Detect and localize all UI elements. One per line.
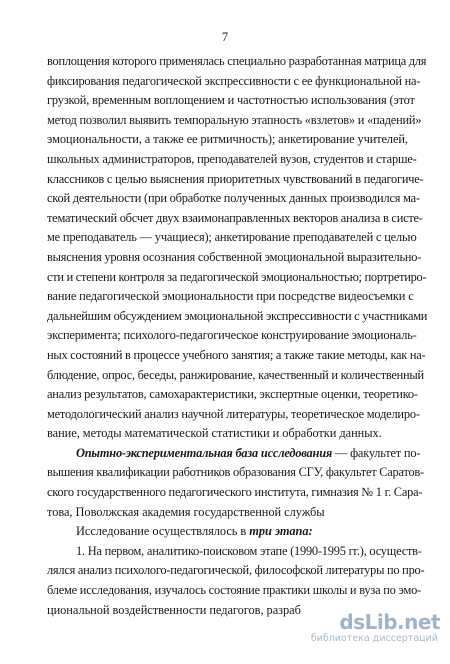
paragraph-methods bbox=[47, 52, 428, 444]
page-number: 7 bbox=[221, 30, 229, 44]
text-line: блюдение, опрос, беседы, ранжирование, качественный и количественный bbox=[47, 367, 424, 382]
text-line: дальнейшим обсуждением эмоциональной экспрессивности с участниками bbox=[47, 308, 428, 323]
text-line: эксперимента; психолого-педагогическое конструирование эмоциональ- bbox=[47, 328, 417, 343]
watermark-tagline: библиотека диссертаций bbox=[310, 633, 438, 644]
text-line: ных состояний в процессе учебного занятия; а также такие методы, как на- bbox=[47, 347, 426, 362]
text-line: школьных администраторов, преподавателей вузов, студентов и старше- bbox=[47, 151, 417, 166]
watermark-logo-main: dsLib bbox=[339, 610, 398, 634]
text-line: блеме исследования, изучалось состояние практики школы и вуза по эмо- bbox=[47, 583, 421, 598]
text-line: классников с целью выяснения приоритетных чувствований в педагогиче- bbox=[47, 171, 424, 186]
text-line: фиксирования педагогической экспрессивности с ее функциональной на- bbox=[47, 73, 421, 88]
text-line: эмоциональности, а также ее ритмичность); анкетирование учителей, bbox=[47, 132, 408, 147]
watermark-logo bbox=[339, 612, 440, 634]
text-line: циональной воздейственности педагогов, разраб bbox=[47, 602, 301, 617]
text-line: грузкой, временным воплощением и частотностью использования (этот bbox=[47, 93, 415, 108]
text-fragment: Исследование осуществлялось в bbox=[76, 524, 250, 539]
paragraph-experimental-base bbox=[47, 444, 424, 522]
body-text bbox=[47, 52, 428, 620]
emphasis-three-stages: три этапа: bbox=[249, 524, 313, 539]
paragraph-stages-intro bbox=[47, 522, 394, 542]
watermark-logo-suffix: .net bbox=[397, 610, 440, 634]
emphasis-experimental-base: Опытно-экспериментальная база исследования bbox=[76, 445, 333, 460]
text-line: това, Поволжская академия государственной службы bbox=[47, 504, 325, 519]
watermark-block bbox=[290, 612, 440, 646]
text-line: анализ результатов, самохарактеристики, экспертные оценки, теоретико- bbox=[47, 387, 418, 402]
watermark bbox=[290, 612, 440, 646]
text-line: ской деятельности (при обработке полученных данных производился ма- bbox=[47, 191, 420, 206]
paragraph-stage-one bbox=[47, 542, 425, 620]
text-line bbox=[47, 444, 421, 464]
text-line: воплощения которого применялась специально разработанная матрица для bbox=[47, 54, 427, 68]
text-fragment: — факультет по- bbox=[332, 445, 421, 460]
text-line: ме преподаватель — учащиеся); анкетирование преподавателей с целью bbox=[47, 230, 417, 245]
text-line: 1. На первом, аналитико-поисковом этапе (1990-1995 гг.), осуществ- bbox=[76, 543, 422, 558]
text-line: вание педагогической эмоциональности при посредстве видеосъемки с bbox=[47, 289, 414, 304]
text-line bbox=[47, 522, 394, 542]
text-line: методологический анализ научной литературы, теоретическое моделиро- bbox=[47, 406, 420, 421]
text-line: метод позволил выявить темпоральную этапность «взлетов» и «падений» bbox=[47, 112, 422, 127]
text-line: выяснения уровня осознания собственной эмоциональной выразительно- bbox=[47, 249, 422, 264]
text-line: вышения квалификации работников образования СГУ, факультет Саратов- bbox=[47, 465, 424, 480]
text-line: тематический обсчет двух взаимонаправленных векторов анализа в систе- bbox=[47, 210, 423, 225]
text-line: сти и степени контроля за педагогической эмоциональностью; портретиро- bbox=[47, 269, 427, 284]
text-line: лялся анализ психолого-педагогической, философской литературы по про- bbox=[47, 563, 425, 578]
text-line: ского государственного педагогического института, гимназия № 1 г. Сара- bbox=[47, 485, 423, 500]
text-line: вание, методы математической статистики и обработки данных. bbox=[47, 426, 382, 441]
